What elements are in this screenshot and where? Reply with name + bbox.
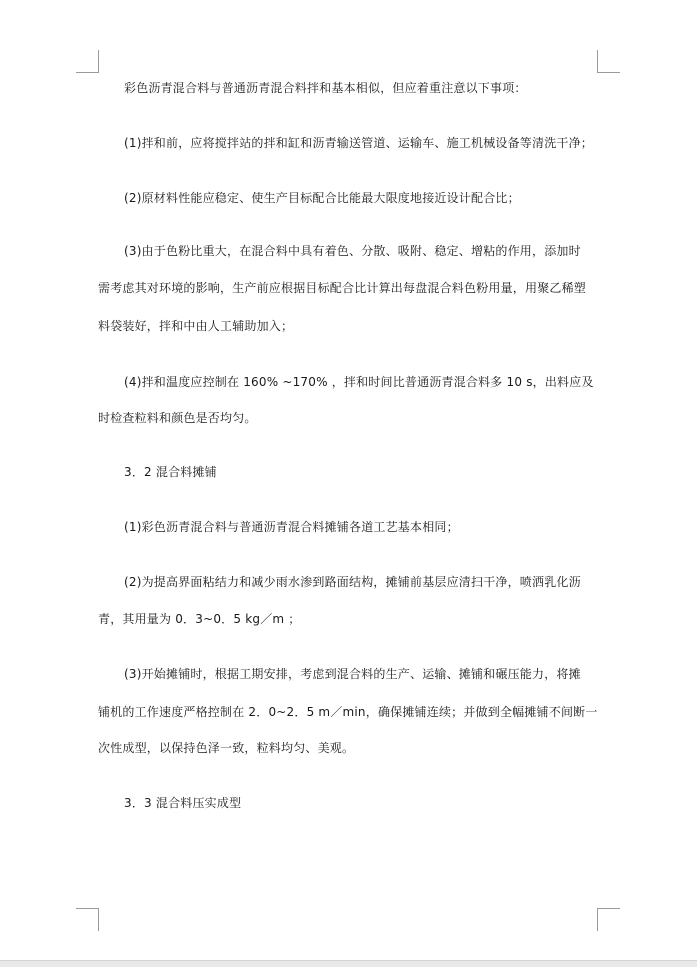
item-4-line-2: 时检查粒料和颜色是否均匀。 bbox=[98, 411, 257, 425]
section-heading-3-3: 3．3 混合料压实成型 bbox=[124, 796, 242, 810]
paving-item-2-line-2: 青，其用量为 0．3~0．5 kg／m ； bbox=[98, 612, 301, 626]
item-3-line-2: 需考虑其对环境的影响，生产前应根据目标配合比计算出每盘混合料色粉用量，用聚乙稀塑 bbox=[98, 281, 587, 295]
crop-mark-bottom-right bbox=[597, 908, 620, 931]
paving-item-2-line-1: (2)为提高界面粘结力和减少雨水渗到路面结构，摊铺前基层应清扫干净，喷洒乳化沥 bbox=[124, 575, 581, 589]
item-2-line: (2)原材料性能应稳定、使生产目标配合比能最大限度地接近设计配合比； bbox=[124, 191, 520, 205]
page-gap-strip bbox=[0, 960, 697, 967]
intro-line: 彩色沥青混合料与普通沥青混合料拌和基本相似，但应着重注意以下事项： bbox=[124, 81, 527, 95]
paving-item-3-line-2: 铺机的工作速度严格控制在 2．0~2．5 m／min，确保摊铺连续；并做到全幅摊铺不间断一 bbox=[98, 705, 598, 719]
paving-item-3-line-3: 次性成型，以保持色泽一致，粒料均匀、美观。 bbox=[98, 741, 355, 755]
paving-item-3-line-1: (3)开始摊铺时，根据工期安排，考虑到混合料的生产、运输、摊铺和碾压能力，将摊 bbox=[124, 667, 581, 681]
paving-item-1-line: (1)彩色沥青混合料与普通沥青混合料摊铺各道工艺基本相同； bbox=[124, 520, 459, 534]
crop-mark-top-left bbox=[76, 50, 99, 73]
item-4-line-1: (4)拌和温度应控制在 160% ~170% ，拌和时间比普通沥青混合料多 10 s，出料应及 bbox=[124, 375, 594, 389]
item-1-line: (1)拌和前，应将搅拌站的拌和缸和沥青输送管道、运输车、施工机械设备等清洗干净； bbox=[124, 136, 594, 150]
section-heading-3-2: 3．2 混合料摊铺 bbox=[124, 465, 217, 479]
item-3-line-1: (3)由于色粉比重大，在混合料中具有着色、分散、吸附、稳定、增粘的作用，添加时 bbox=[124, 244, 581, 258]
item-3-line-3: 料袋装好，拌和中由人工辅助加入； bbox=[98, 319, 294, 333]
crop-mark-top-right bbox=[597, 50, 620, 73]
crop-mark-bottom-left bbox=[76, 908, 99, 931]
